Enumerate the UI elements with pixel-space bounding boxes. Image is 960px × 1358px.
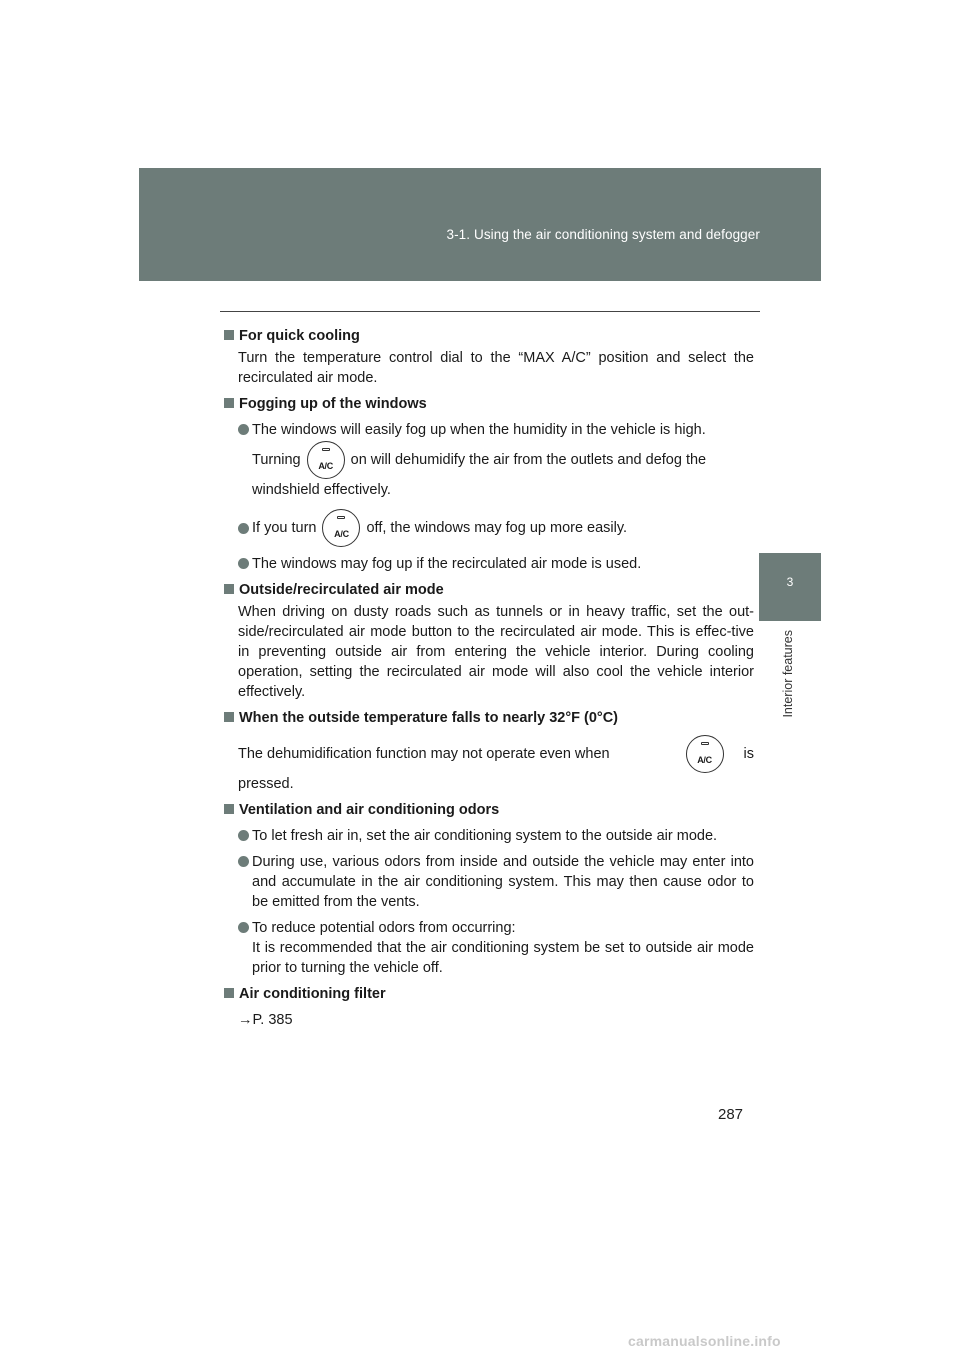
square-bullet-icon	[224, 804, 234, 814]
page-reference-link[interactable]: →P. 385	[238, 1012, 293, 1028]
square-bullet-icon	[224, 330, 234, 340]
text-quick-cooling: Turn the temperature control dial to the “MAX A/C” position and select the recirculated air mode.	[238, 350, 754, 386]
heading-fogging: Fogging up of the windows	[224, 394, 754, 414]
round-bullet-icon	[238, 523, 249, 534]
ac-button-icon: A/C	[322, 509, 360, 547]
chapter-number: 3	[786, 575, 794, 589]
square-bullet-icon	[224, 988, 234, 998]
round-bullet-icon	[238, 856, 249, 867]
list-item: If you turn A/C off, the windows may fog up more easily.	[224, 508, 754, 548]
list-item: To reduce potential odors from occurring: It is recommended that the air conditioning system be set to outside air mode prior to turning the vehicle off.	[224, 918, 754, 978]
heading-filter: Air conditioning filter	[224, 984, 754, 1004]
ac-button-icon: A/C	[307, 441, 345, 479]
list-item: The windows may fog up if the recirculated air mode is used.	[224, 554, 754, 574]
text-outside-temp: The dehumidification function may not operate even when A/C is	[224, 734, 754, 774]
text-outside-temp-cont: pressed.	[238, 776, 294, 792]
page-number: 287	[718, 1106, 744, 1123]
header-band	[139, 168, 821, 281]
section-title: 3-1. Using the air conditioning system and defogger	[446, 227, 760, 242]
round-bullet-icon	[238, 830, 249, 841]
round-bullet-icon	[238, 558, 249, 569]
list-item: During use, various odors from inside and outside the vehicle may enter into and accumulate in the air conditioning system. This may then cause odor to be emitted from the vents.	[224, 852, 754, 912]
square-bullet-icon	[224, 712, 234, 722]
ac-button-icon: A/C	[686, 735, 724, 773]
chapter-label-text: Interior features	[781, 630, 795, 718]
heading-quick-cooling: For quick cooling	[224, 326, 754, 346]
heading-odors: Ventilation and air conditioning odors	[224, 800, 754, 820]
heading-outside-recirc: Outside/recirculated air mode	[224, 580, 754, 600]
list-item-continuation: Turning A/C on will dehumidify the air from the outlets and defog the	[224, 440, 754, 480]
watermark: carmanualsonline.info	[628, 1333, 781, 1349]
list-item: The windows will easily fog up when the humidity in the vehicle is high.	[224, 420, 754, 440]
chapter-label	[781, 630, 799, 740]
header-rule	[220, 311, 760, 312]
chapter-tab[interactable]	[759, 553, 821, 621]
square-bullet-icon	[224, 584, 234, 594]
page-content	[224, 326, 754, 1030]
heading-outside-temp: When the outside temperature falls to nearly 32°F (0°C)	[224, 708, 754, 728]
list-item-continuation: windshield effectively.	[252, 482, 391, 498]
list-item: To let fresh air in, set the air conditioning system to the outside air mode.	[224, 826, 754, 846]
text-outside-recirc: When driving on dusty roads such as tunnels or in heavy traffic, set the out-side/recirculated air mode button to the recirculated air mode. This is effec-tive in preventing outside air from entering the vehicle interior. During cooling operation, setting the recirculated air mode will also cool the vehicle interior effectively.	[238, 604, 754, 700]
round-bullet-icon	[238, 922, 249, 933]
round-bullet-icon	[238, 424, 249, 435]
square-bullet-icon	[224, 398, 234, 408]
